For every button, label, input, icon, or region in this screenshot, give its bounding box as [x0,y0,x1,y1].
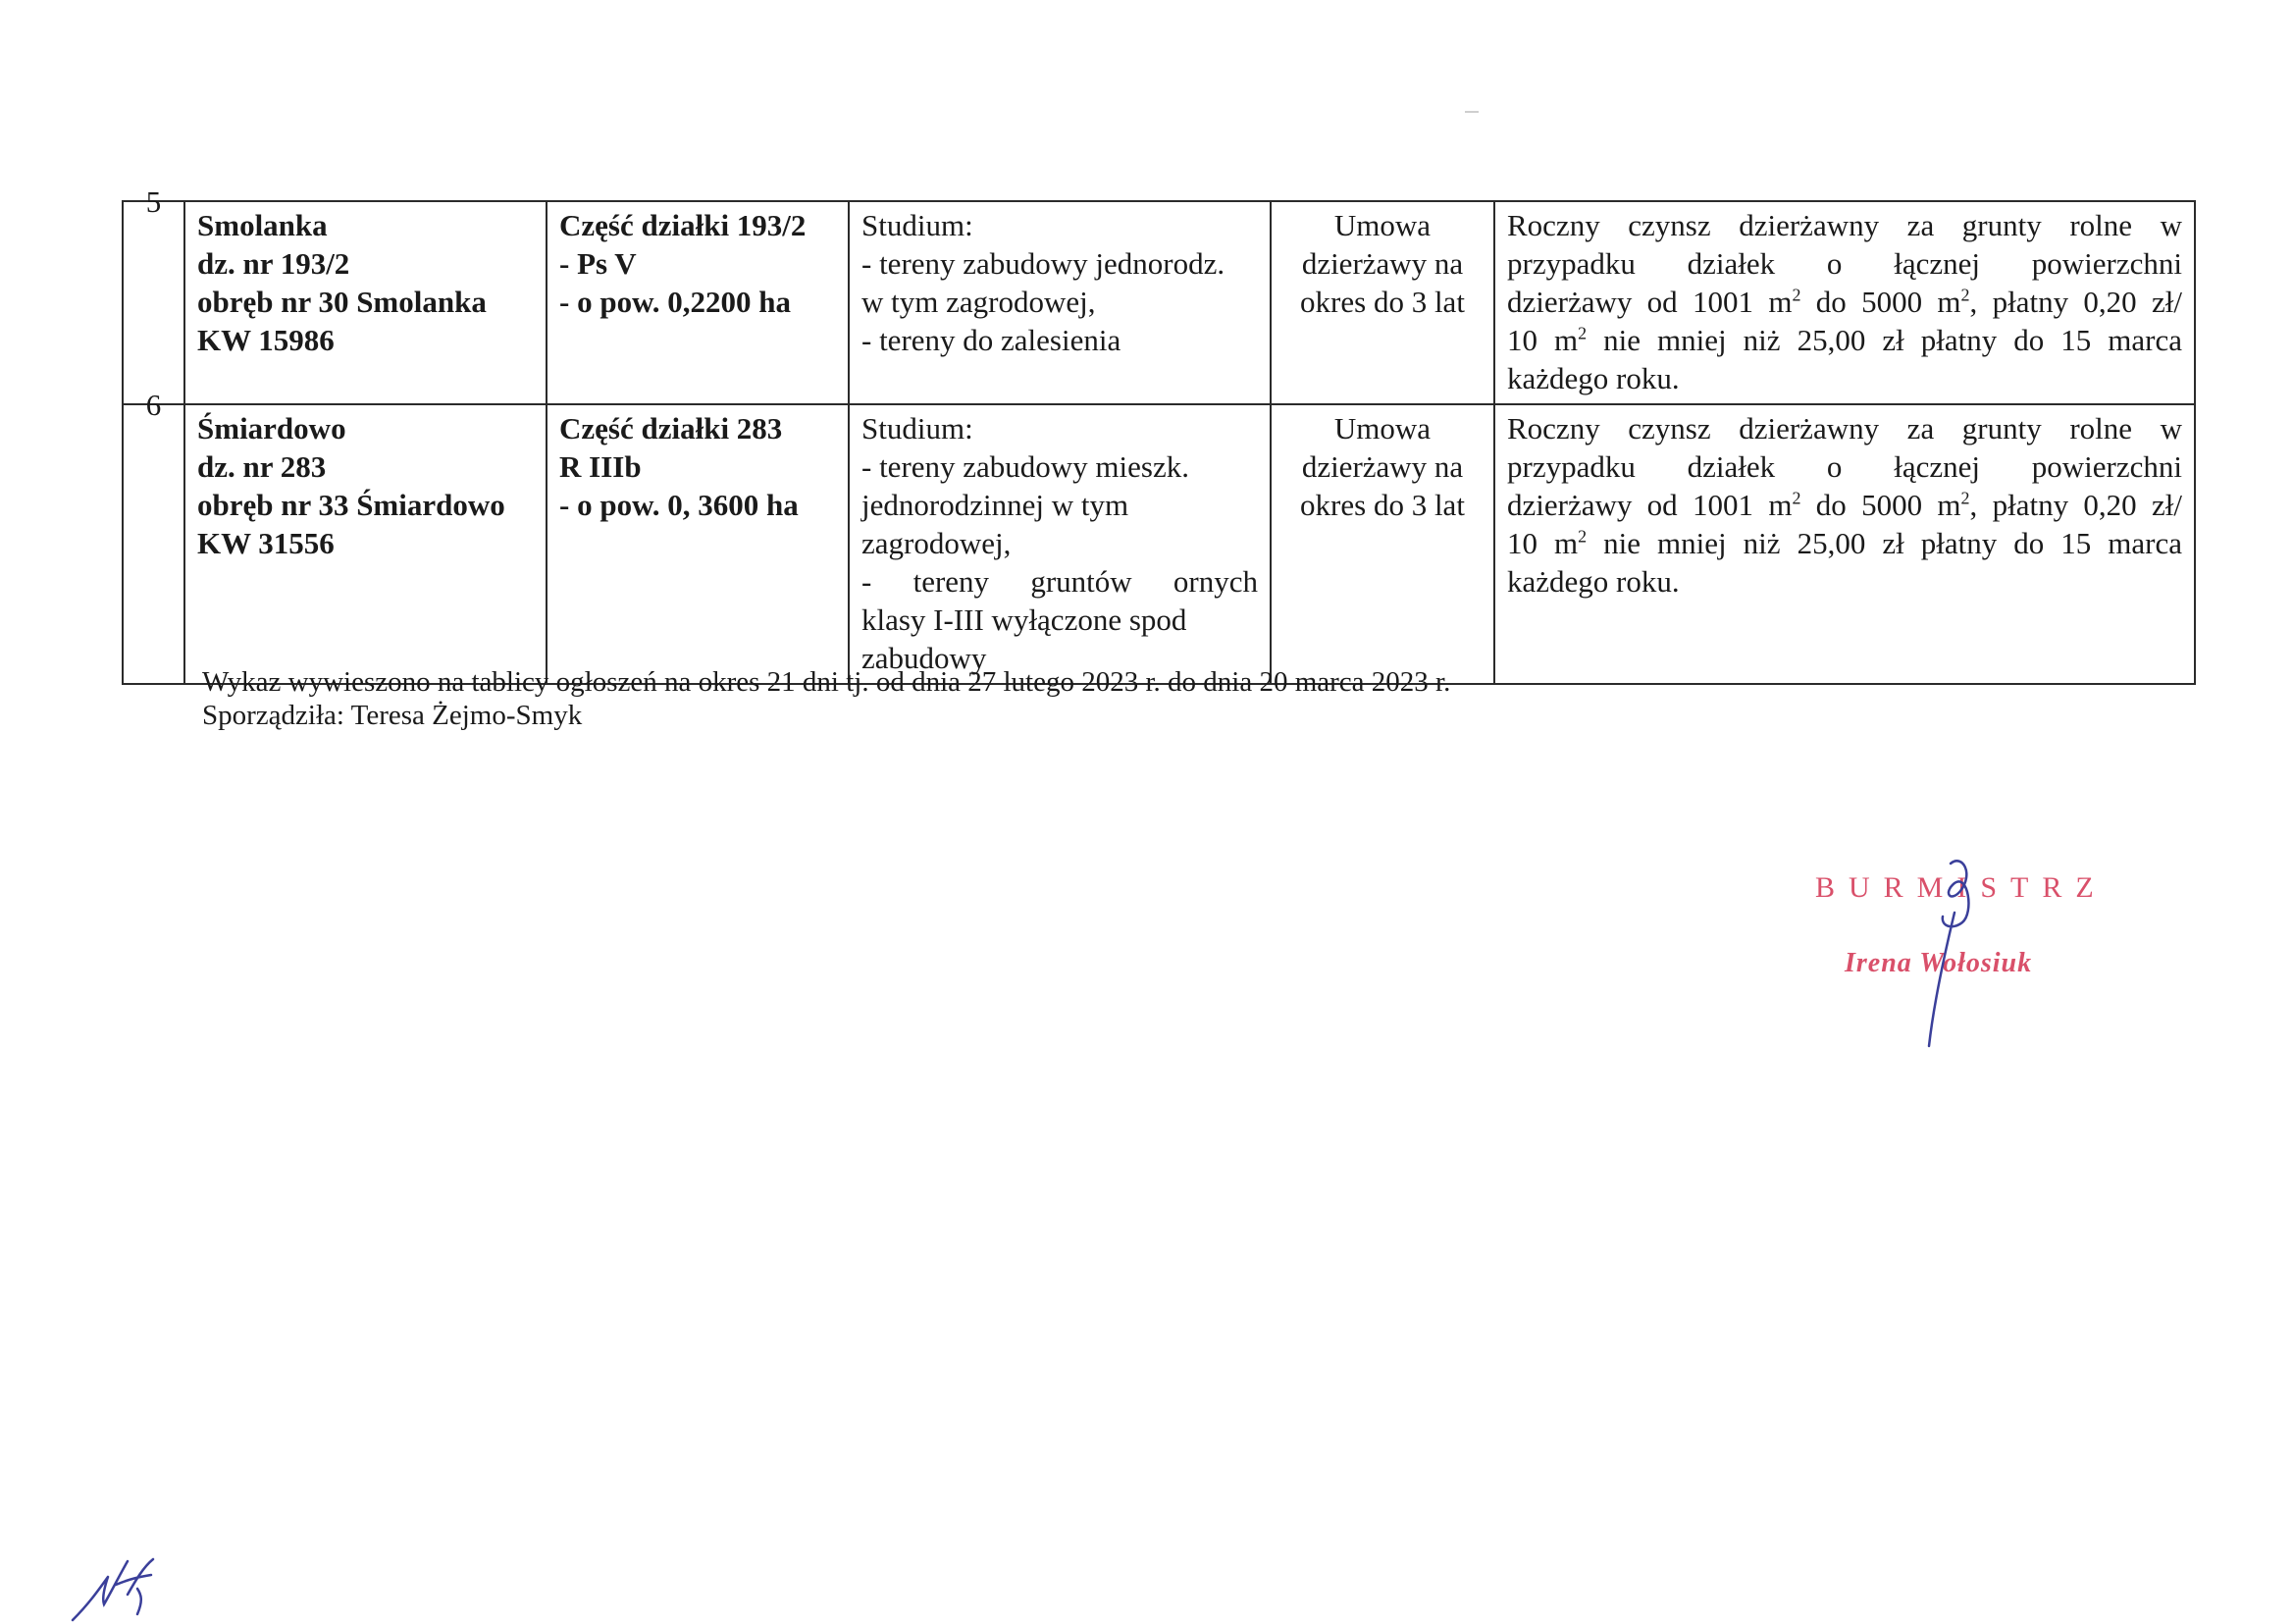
studium-line: klasy I-III wyłączone spod [861,602,1187,637]
rent-line: każdego roku. [1507,361,1680,395]
plot-part: Część działki 193/2 [559,208,807,242]
scan-mark [1465,111,1479,113]
contract-line: dzierżawy na [1301,246,1464,281]
rent-line: przypadku działek o łącznej powierzchni [1507,246,2182,281]
plot-cell [547,201,849,404]
prepared-by: Sporządziła: Teresa Żejmo-Smyk [202,700,583,731]
plot-number: dz. nr 283 [197,449,327,484]
rent-line: dzierżawy od 1001 $m^2$ do 5000 $m^2$, płatny 0,20 zł/ [1507,488,2182,522]
studium-line: - tereny zabudowy jednorodz. [861,246,1225,281]
contract-line: okres do 3 lat [1300,488,1465,522]
rent-cell [1494,201,2195,404]
rent-line: 10 $m^2$ nie mniej niż 25,00 zł płatny do 15 marca [1507,526,2182,560]
contract-line: dzierżawy na [1301,449,1464,484]
contract-line: okres do 3 lat [1300,285,1465,319]
plot-class: R IIIb [559,449,642,484]
contract-line: Umowa [1333,411,1432,445]
studium-line: w tym zagrodowej, [861,285,1096,319]
plot-number: dz. nr 193/2 [197,246,350,281]
precinct: obręb nr 30 Smolanka [197,285,487,319]
contract-cell [1271,201,1494,404]
land-register: KW 15986 [197,323,335,357]
location-cell [184,201,547,404]
stamp-name: Irena Wołosiuk [1845,948,2033,978]
plot-class: - Ps V [559,246,637,281]
table-row [123,404,2195,684]
signature [1903,854,2021,1050]
rent-cell [1494,404,2195,684]
studium-line: zabudowy [861,641,987,675]
precinct: obręb nr 33 Śmiardowo [197,488,505,522]
studium-line: - tereny zabudowy mieszk. [861,449,1189,484]
property-list-table [122,184,2196,685]
plot-area: - o pow. 0,2200 ha [559,285,791,319]
rent-line: przypadku działek o łącznej powierzchni [1507,449,2182,484]
studium-line: - tereny do zalesienia [861,323,1121,357]
rent-line: Roczny czynsz dzierżawny za grunty rolne w [1507,208,2182,242]
rent-line: 10 $m^2$ nie mniej niż 25,00 zł płatny do 15 marca [1507,323,2182,357]
plot-cell [547,404,849,684]
stamp-title: BURMISTRZ [1815,871,2108,904]
land-register: KW 31556 [197,526,335,560]
studium-line: - tereny gruntów ornych [861,564,1258,599]
plot-area: - o pow. 0, 3600 ha [559,488,799,522]
studium-line: Studium: [861,411,973,445]
rent-line: Roczny czynsz dzierżawny za grunty rolne w [1507,411,2182,445]
row-number: 6 [123,404,184,684]
studium-cell [849,201,1271,404]
studium-line: Studium: [861,208,973,242]
row-number: 5 [123,201,184,404]
studium-line: jednorodzinnej w tym [861,488,1129,522]
village-name: Smolanka [197,208,328,242]
plot-part: Część działki 283 [559,411,783,445]
table-row [123,201,2195,404]
contract-cell [1271,404,1494,684]
rent-line: każdego roku. [1507,564,1680,599]
village-name: Śmiardowo [197,411,346,445]
location-cell [184,404,547,684]
studium-cell [849,404,1271,684]
contract-line: Umowa [1333,208,1432,242]
studium-line: zagrodowej, [861,526,1012,560]
initials-signature [69,1555,167,1624]
rent-line: dzierżawy od 1001 $m^2$ do 5000 $m^2$, płatny 0,20 zł/ [1507,285,2182,319]
posting-note: Wykaz wywieszono na tablicy ogłoszeń na okres 21 dni tj. od dnia 27 lutego 2023 r. do dnia 20 marca 2023 r. [202,666,1451,698]
